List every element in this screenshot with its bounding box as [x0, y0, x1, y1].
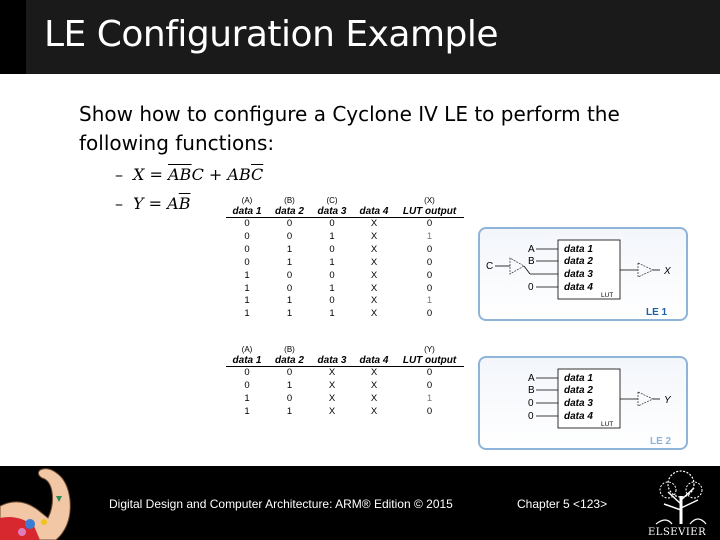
table-cell: 1 [286, 405, 293, 417]
output-buffer-icon [638, 263, 653, 277]
le2-name: LE 2 [650, 436, 672, 447]
truth-table-y [226, 344, 464, 419]
le1-lut-label: LUT [601, 292, 614, 299]
column-header: LUT output [395, 354, 464, 367]
column-header: data 2 [268, 354, 311, 367]
table-cell: 0 [426, 243, 433, 255]
table-cell: X [328, 392, 336, 404]
table-cell: X [370, 218, 378, 229]
title-bar [0, 0, 720, 74]
table-cell: 1 [286, 308, 293, 320]
table-row [226, 231, 464, 244]
table-cell: 0 [329, 269, 335, 281]
footer-chapter-text: Chapter 5 <123> [517, 497, 608, 511]
column-letter: (X) [424, 196, 435, 205]
column-letter [311, 344, 353, 354]
table-cell: 0 [286, 392, 293, 404]
table-row [226, 308, 464, 321]
slide-title: LE Configuration Example [44, 14, 499, 55]
le2-data-label: data 2 [564, 385, 593, 396]
table-cell: X [370, 379, 378, 391]
column-letter: (C) [326, 196, 338, 205]
column-header: data 1 [226, 205, 268, 218]
column-header: data 2 [268, 205, 311, 218]
intro-text: Show how to configure a Cyclone IV LE to perform the following functions: [79, 102, 620, 155]
table-cell: 0 [329, 243, 335, 255]
table-cell: X [370, 392, 378, 404]
column-letter [353, 195, 395, 205]
title-bar-accent [0, 0, 26, 74]
table-cell: 1 [286, 243, 293, 255]
table-cell: 0 [426, 308, 433, 320]
table-cell: X [370, 308, 378, 320]
table-cell: 1 [329, 230, 335, 242]
column-letter: (B) [284, 345, 295, 354]
table-cell: 1 [426, 295, 433, 307]
column-letter: (A) [241, 196, 253, 205]
table-cell: 0 [244, 367, 250, 378]
le1-input-a: A [528, 244, 535, 255]
table-cell: X [370, 295, 378, 307]
table-cell: X [370, 405, 378, 417]
table-cell: 0 [426, 405, 433, 417]
table-cell: 0 [244, 243, 250, 255]
table-cell: 0 [426, 269, 433, 281]
table-cell: 1 [426, 392, 433, 404]
le2-data-label: data 3 [564, 398, 593, 409]
truth-table-x [226, 195, 464, 321]
le1-data-label: data 1 [564, 244, 593, 255]
table-cell: 0 [286, 218, 293, 229]
table-cell: 1 [244, 269, 250, 281]
le2-input-a: A [528, 373, 535, 384]
logic-element-1 [478, 227, 688, 321]
table-cell: 0 [329, 218, 335, 229]
le1-data-label: data 3 [564, 269, 593, 280]
footer-course-text: Digital Design and Computer Architecture: ARM® Edition © 2015 [109, 497, 453, 511]
table-cell: 0 [329, 295, 335, 307]
column-letter: (B) [284, 196, 295, 205]
table-row [226, 283, 464, 296]
table-cell: 0 [244, 256, 250, 268]
le1-name: LE 1 [646, 307, 668, 318]
table-row [226, 270, 464, 283]
table-cell: 0 [426, 367, 433, 378]
table-cell: 0 [286, 367, 293, 378]
le2-input-d: 0 [528, 411, 534, 422]
table-cell: 0 [286, 269, 293, 281]
publisher-name: ELSEVIER [648, 527, 707, 538]
table-cell: 1 [286, 295, 293, 307]
table-cell: 0 [286, 282, 293, 294]
le2-input-b: B [528, 385, 535, 396]
column-header: data 3 [311, 354, 353, 367]
output-buffer-icon [638, 392, 653, 406]
table-cell: 1 [244, 405, 250, 417]
le2-diagram [480, 358, 686, 448]
le2-lut-label: LUT [601, 421, 614, 428]
table-cell: 0 [426, 282, 433, 294]
column-letter: (Y) [424, 345, 435, 354]
le2-data-label: data 1 [564, 373, 593, 384]
column-letter: (A) [241, 345, 253, 354]
table-row [226, 393, 464, 406]
le1-output: X [664, 266, 671, 277]
table-row [226, 367, 464, 380]
input-buffer-icon [510, 258, 524, 274]
column-header: LUT output [395, 205, 464, 218]
table-cell: 0 [244, 218, 250, 229]
table-cell: X [328, 367, 336, 378]
table-cell: X [370, 256, 378, 268]
column-header: data 3 [311, 205, 353, 218]
table-cell: 1 [426, 230, 433, 242]
le2-input-c: 0 [528, 398, 534, 409]
le1-input-b: B [528, 256, 535, 267]
table-cell: 1 [286, 256, 293, 268]
table-cell: 1 [244, 282, 250, 294]
table-row [226, 257, 464, 270]
table-cell: X [370, 282, 378, 294]
le1-input-d: 0 [528, 282, 534, 293]
column-header: data 4 [353, 354, 395, 367]
function-y: – $Y = A\overline{B}$ [115, 194, 191, 213]
le1-diagram [480, 229, 686, 319]
le2-data-label: data 4 [564, 411, 593, 422]
logic-element-2 [478, 356, 688, 450]
table-cell: 0 [426, 218, 433, 229]
table-cell: 0 [426, 256, 433, 268]
table-row [226, 218, 464, 231]
table-cell: 1 [244, 308, 250, 320]
le1-data-label: data 4 [564, 282, 593, 293]
table-cell: 1 [244, 392, 250, 404]
table-cell: 1 [329, 308, 335, 320]
table-cell: 1 [286, 379, 293, 391]
le2-output: Y [664, 395, 671, 406]
table-row [226, 406, 464, 419]
function-x: – $X = \overline{A}\overline{B}C + AB\overline{C}$ [115, 165, 264, 184]
flexed-arm-illustration [0, 466, 100, 540]
table-cell: X [370, 269, 378, 281]
column-letter [353, 344, 395, 354]
table-cell: X [370, 230, 378, 242]
table-row [226, 244, 464, 257]
le1-input-c: C [486, 261, 494, 272]
table-cell: 1 [329, 282, 335, 294]
table-cell: X [370, 243, 378, 255]
table-cell: 1 [329, 256, 335, 268]
table-cell: 1 [244, 295, 250, 307]
table-cell: 0 [244, 379, 250, 391]
column-header: data 1 [226, 354, 268, 367]
column-header: data 4 [353, 205, 395, 218]
table-row [226, 295, 464, 308]
table-cell: X [370, 367, 378, 378]
table-cell: X [328, 379, 336, 391]
le1-data-label: data 2 [564, 256, 593, 267]
table-row [226, 380, 464, 393]
table-cell: 0 [426, 379, 433, 391]
table-cell: 0 [244, 230, 250, 242]
table-cell: 0 [286, 230, 293, 242]
table-cell: X [328, 405, 336, 417]
